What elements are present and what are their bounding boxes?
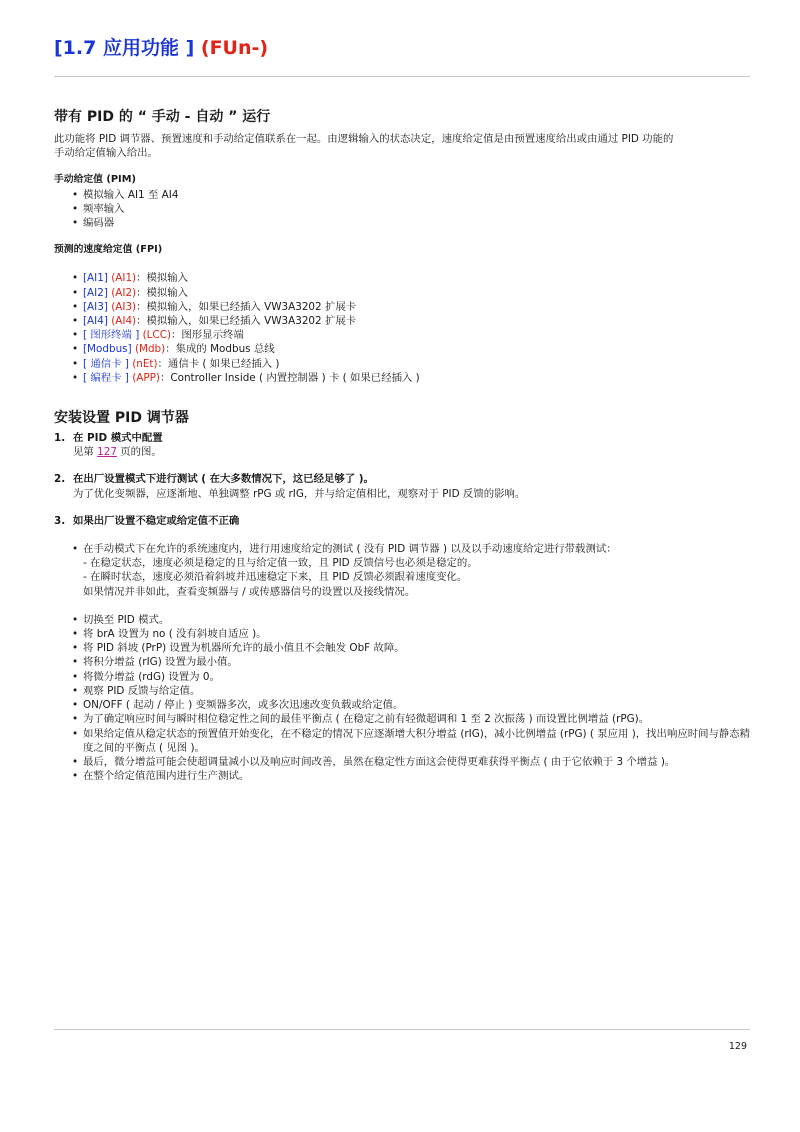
- pim-list: [54, 188, 754, 231]
- tuning-step-item: • 在整个给定值范围内进行生产测试。: [72, 769, 754, 783]
- manual-test-line: - 在瞬时状态，速度必须沿着斜坡并迅速稳定下来，且 PID 反馈必须跟着速度变化。: [83, 571, 468, 584]
- step-3: [54, 514, 754, 528]
- fpi-description: ：模拟输入，如果已经插入 VW3A3202 扩展卡: [136, 315, 357, 328]
- step-text-after: 页的图。: [116, 446, 162, 459]
- pim-list-item: • 编码器: [72, 216, 754, 230]
- tuning-step-item: • 观察 PID 反馈与给定值。: [72, 684, 754, 698]
- fpi-list: [54, 271, 754, 385]
- step-text: [73, 445, 163, 459]
- fpi-description: ：Controller Inside ( 内置控制器 ) 卡 ( 如果已经插入 ): [159, 371, 420, 384]
- step-text-before: 见第: [73, 446, 98, 459]
- tuning-step-item: • 为了确定响应时间与瞬时相位稳定性之间的最佳平衡点 ( 在稳定之前有轻微超调和 1 至 2 次振荡 ) 而设置比例增益 (rPG)。: [72, 712, 754, 726]
- step-2: [54, 472, 754, 500]
- page-link[interactable]: 127: [97, 446, 117, 459]
- fpi-code: (AI4): [111, 315, 137, 328]
- fpi-code: (AI3): [111, 300, 137, 313]
- fpi-list-item: [72, 371, 754, 385]
- fpi-description: ：通信卡 ( 如果已经插入 ): [157, 357, 280, 370]
- fpi-list-item: [72, 271, 754, 285]
- manual-test-line: 如果情况并非如此，查看变频器与 / 或传感器信号的设置以及接线情况。: [83, 585, 416, 598]
- step-title: 在 PID 模式中配置: [73, 432, 163, 445]
- manual-test-item: [72, 542, 754, 599]
- main-content: [54, 108, 754, 783]
- intro-paragraph-line1: 此功能将 PID 调节器、预置速度和手动给定值联系在一起。由逻辑输入的状态决定，速度给定值是由预置速度给出或由通过 PID 功能的: [54, 133, 674, 145]
- pim-list-item: • 模拟输入 AI1 至 AI4: [72, 188, 754, 202]
- step-number: 2.: [54, 473, 66, 486]
- tuning-step-item: • ON/OFF ( 起动 / 停止 ) 变频器多次，或多次迅速改变负载或给定值。: [72, 698, 754, 712]
- fpi-description: ：模拟输入，如果已经插入 VW3A3202 扩展卡: [136, 300, 357, 313]
- page-header-title: [54, 33, 268, 60]
- footer-divider: [54, 1029, 750, 1030]
- manual-test-line: - 在稳定状态，速度必须是稳定的且与给定值一致，且 PID 反馈信号也必须是稳定的。: [83, 557, 478, 570]
- pim-list-item: • 频率输入: [72, 202, 754, 216]
- tuning-step-item: • 将微分增益 (rdG) 设置为 0。: [72, 670, 754, 684]
- page-number: 129: [728, 1041, 747, 1052]
- step-title: 在出厂设置模式下进行测试 ( 在大多数情况下，这已经足够了 )。: [73, 473, 374, 486]
- pim-heading: 手动给定值 (PIM): [54, 174, 136, 186]
- fpi-list-item: [72, 300, 754, 314]
- step-text: 为了优化变频器，应逐渐地、单独调整 rPG 或 rIG，并与给定值相比，观察对于 PID 反馈的影响。: [73, 487, 526, 500]
- header-section-title: [1.7 应用功能 ]: [54, 37, 195, 59]
- fpi-menu-name: [AI1]: [83, 272, 108, 285]
- fpi-list-item: [72, 328, 754, 342]
- header-menu-code: (FUn-): [200, 37, 269, 59]
- step-number: 3.: [54, 514, 66, 527]
- fpi-heading: 预测的速度给定值 (FPI): [54, 244, 163, 256]
- fpi-code: (Mdb): [134, 343, 166, 356]
- fpi-list-item: [72, 286, 754, 300]
- fpi-code: (nEt): [132, 357, 158, 370]
- manual-test-list: [54, 542, 754, 599]
- fpi-menu-name: [ 通信卡 ]: [83, 357, 129, 370]
- tuning-step-item: • 最后，微分增益可能会使超调量减小以及响应时间改善，虽然在稳定性方面这会使得更难获得平衡点 ( 由于它依赖于 3 个增益 )。: [72, 755, 754, 769]
- fpi-menu-name: [ 图形终端 ]: [83, 329, 140, 342]
- fpi-description: ：图形显示终端: [171, 329, 244, 342]
- tuning-step-item: • 将积分增益 (rIG) 设置为最小值。: [72, 655, 754, 669]
- tuning-steps-list: [54, 613, 754, 783]
- fpi-menu-name: [AI3]: [83, 300, 108, 313]
- tuning-step-item: • 如果给定值从稳定状态的预置值开始变化，在不稳定的情况下应逐渐增大积分增益 (rIG)，减小比例增益 (rPG) ( 泵应用 )，找出响应时间与静态精度之间的平衡点 ( 见图 )。: [72, 727, 754, 755]
- tuning-step-item: • 将 PID 斜坡 (PrP) 设置为机器所允许的最小值且不会触发 ObF 故障。: [72, 641, 754, 655]
- step-number: 1.: [54, 432, 66, 445]
- fpi-code: (LCC): [142, 329, 172, 342]
- tuning-step-item: • 将 brA 设置为 no ( 没有斜坡自适应 )。: [72, 627, 754, 641]
- step-title: 如果出厂设置不稳定或给定值不正确: [73, 514, 240, 527]
- fpi-list-item: [72, 342, 754, 356]
- fpi-list-item: [72, 314, 754, 328]
- fpi-menu-name: [AI4]: [83, 315, 108, 328]
- fpi-code: (AI1): [111, 272, 137, 285]
- fpi-list-item: [72, 357, 754, 371]
- intro-paragraph-line2: 手动给定值输入给出。: [54, 147, 158, 160]
- section-title-manual-auto: 带有 PID 的 “ 手动 - 自动 ” 运行: [54, 109, 271, 125]
- fpi-code: (AI2): [111, 286, 137, 299]
- fpi-description: ：集成的 Modbus 总线: [165, 343, 275, 356]
- fpi-code: (APP): [132, 371, 160, 384]
- tuning-step-item: • 切换至 PID 模式。: [72, 613, 754, 627]
- manual-test-line: • 在手动模式下在允许的系统速度内，进行用速度给定的测试 ( 没有 PID 调节器 ) 以及以手动速度给定进行带载测试：: [83, 543, 617, 556]
- fpi-menu-name: [AI2]: [83, 286, 108, 299]
- header-divider: [54, 76, 750, 77]
- step-1: [54, 431, 754, 459]
- fpi-menu-name: [Modbus]: [83, 343, 132, 356]
- fpi-description: ：模拟输入: [136, 286, 189, 299]
- section-title-pid-setup: 安装设置 PID 调节器: [54, 410, 189, 427]
- fpi-menu-name: [ 编程卡 ]: [83, 371, 129, 384]
- fpi-description: ：模拟输入: [136, 272, 189, 285]
